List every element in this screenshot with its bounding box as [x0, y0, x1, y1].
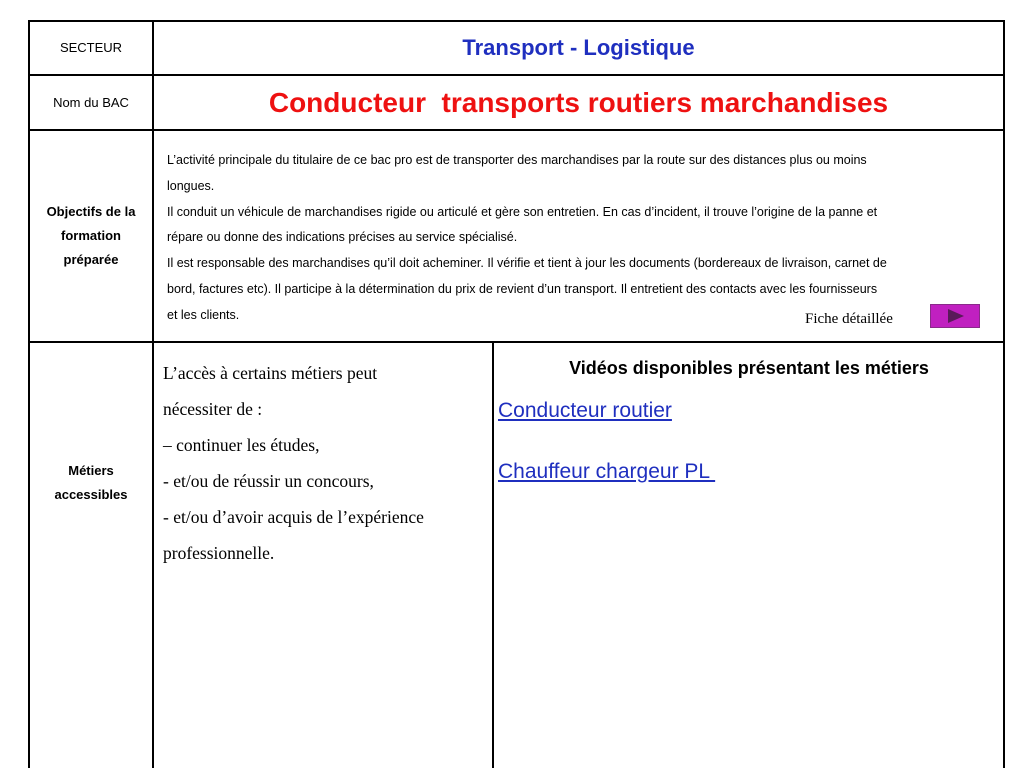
objectives-line: longues. — [167, 178, 215, 193]
bac-label-text: Nom du BAC — [53, 94, 129, 110]
play-triangle-icon — [948, 309, 964, 323]
border-row-3 — [28, 341, 1005, 343]
fiche-detaillee-label: Fiche détaillée — [805, 311, 893, 327]
objectifs-label-line: préparée — [63, 252, 119, 267]
access-line: - et/ou d’avoir acquis de l’expérience — [163, 507, 424, 527]
video-link-chauffeur-chargeur[interactable]: Chauffeur chargeur PL — [498, 460, 716, 483]
border-label-col — [152, 20, 154, 768]
videos-title: Vidéos disponibles présentant les métiers — [569, 358, 929, 378]
metiers-label-line: accessibles — [54, 487, 128, 502]
border-right — [1003, 20, 1005, 768]
bac-title: Conducteur transports routiers marchandises — [268, 86, 889, 118]
access-line: nécessiter de : — [163, 399, 263, 419]
objectifs-label-line: Objectifs de la — [46, 204, 136, 219]
video-link-conducteur-routier[interactable]: Conducteur routier — [498, 399, 672, 422]
objectives-line: Il est responsable des marchandises qu’il doit acheminer. Il vérifie et tient à jour les documents (bordereaux de livraison, carnet de — [167, 256, 887, 271]
bac-value-cell — [154, 76, 1003, 129]
objectives-line: L’activité principale du titulaire de ce bac pro est de transporter des marchandises par la route sur des distances plus ou moins — [167, 153, 867, 167]
border-row-2 — [28, 129, 1005, 131]
access-line: - et/ou de réussir un concours, — [163, 471, 374, 491]
bac-label — [30, 76, 152, 129]
objectives-line: répare ou donne des indications précises au service spécialisé. — [167, 230, 518, 245]
secteur-label-text: SECTEUR — [59, 40, 123, 55]
metiers-label-line: Métiers — [68, 463, 114, 478]
access-conditions — [163, 355, 483, 571]
access-line: – continuer les études, — [163, 435, 320, 455]
secteur-value-cell — [154, 22, 1003, 74]
access-line: L’accès à certains métiers peut — [163, 363, 378, 383]
objectives-line: Il conduit un véhicule de marchandises rigide ou articulé et gère son entretien. En cas d’incident, il trouve l’origine de la panne et — [167, 204, 878, 219]
fiche-detaillee-button[interactable] — [930, 304, 980, 328]
sector-title: Transport - Logistique — [462, 35, 695, 60]
objectifs-label-line: formation — [61, 228, 121, 243]
metiers-label — [30, 343, 152, 623]
objectives-line: bord, factures etc). Il participe à la détermination du prix de revient d’un transport. Il entretient des contacts avec les fournisseurs — [167, 281, 878, 296]
secteur-label — [30, 22, 152, 74]
objectives-text — [167, 148, 987, 329]
access-line: professionnelle. — [163, 543, 275, 563]
border-split-col — [492, 341, 494, 768]
objectives-line: et les clients. — [167, 307, 240, 322]
objectifs-label — [30, 131, 152, 341]
